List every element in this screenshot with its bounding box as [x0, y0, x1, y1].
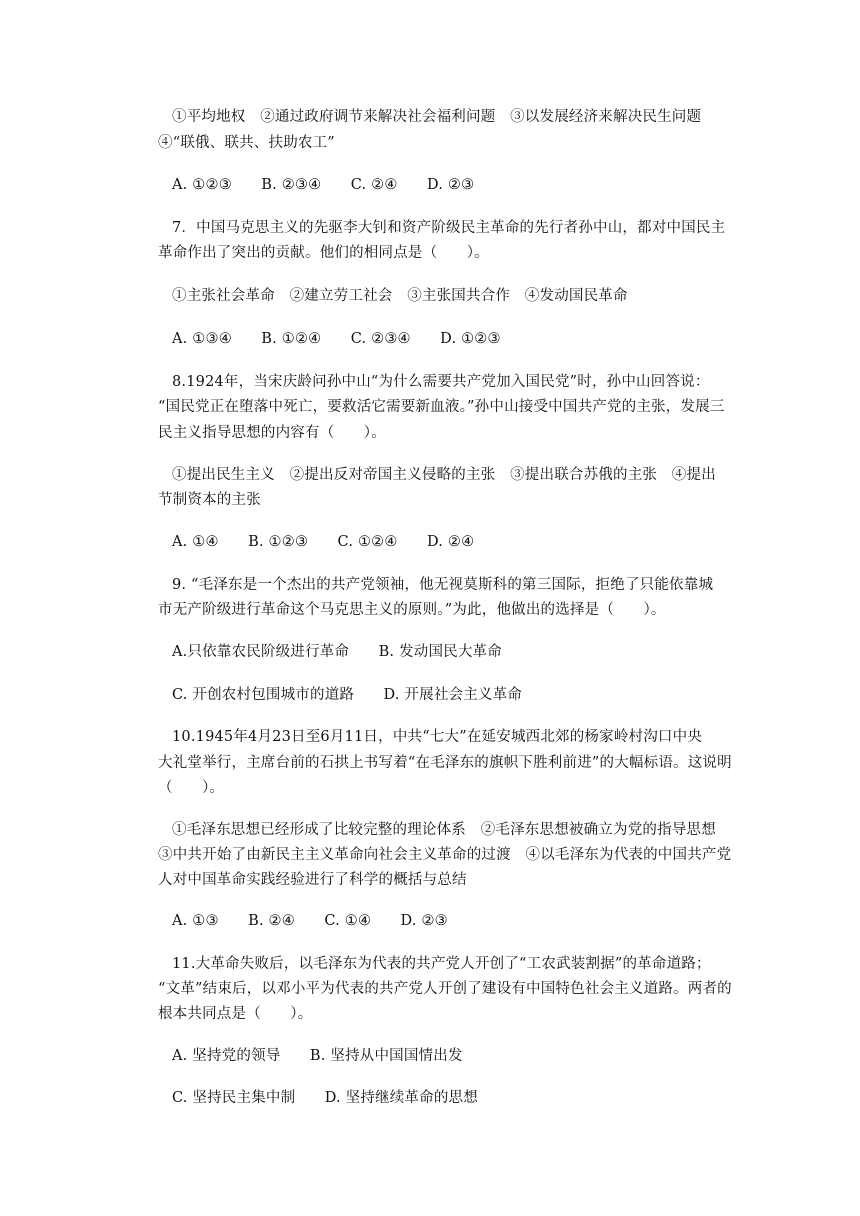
- q7-options: ①主张社会革命 ②建立劳工社会 ③主张国共合作 ④发动国民革命: [172, 288, 628, 304]
- q6-options-line1: ①平均地权 ②通过政府调节来解决社会福利问题 ③以发展经济来解决民生问题: [172, 109, 702, 125]
- q11-choices-line2: C. 坚持民主集中制 D. 坚持继续革命的思想: [172, 1090, 478, 1106]
- q10-options-line3: 人对中国革命实践经验进行了科学的概括与总结: [158, 872, 467, 888]
- q7-stem-line2: 革命作出了突出的贡献。他们的相同点是（ ）。: [158, 245, 489, 261]
- q7-choices: A. ①③④ B. ①②④ C. ②③④ D. ①②③: [172, 331, 501, 347]
- q10-stem-line2: 大礼堂举行，主席台前的石拱上书写着“在毛泽东的旗帜下胜利前进”的大幅标语。这说明: [158, 755, 732, 771]
- q9-stem-line1: 9. “毛泽东是一个杰出的共产党领袖，他无视莫斯科的第三国际，拒绝了只能依靠城: [172, 577, 714, 593]
- q11-stem-line1: 11.大革命失败后，以毛泽东为代表的共产党人开创了“工农武装割据”的革命道路；: [172, 956, 711, 972]
- q8-choices: A. ①④ B. ①②③ C. ①②④ D. ②④: [172, 534, 475, 550]
- q8-options-line2: 节制资本的主张: [158, 492, 261, 508]
- q9-choices-line1: A.只依靠农民阶级进行革命 B. 发动国民大革命: [172, 644, 502, 660]
- q7-stem-line1: 7．中国马克思主义的先驱李大钊和资产阶级民主革命的先行者孙中山，都对中国民主: [172, 220, 726, 236]
- q8-options-line1: ①提出民生主义 ②提出反对帝国主义侵略的主张 ③提出联合苏俄的主张 ④提出: [172, 467, 716, 483]
- q9-stem-line2: 市无产阶级进行革命这个马克思主义的原则。”为此，他做出的选择是（ ）。: [158, 602, 666, 618]
- q8-stem-line2: “国民党正在堕落中死亡，要救活它需要新血液。”孙中山接受中国共产党的主张，发展三: [158, 399, 725, 415]
- q10-stem-line1: 10.1945年4月23日至6月11日，中共“七大”在延安城西北郊的杨家岭村沟口中央: [172, 729, 703, 745]
- q11-choices-line1: A. 坚持党的领导 B. 坚持从中国国情出发: [172, 1048, 463, 1064]
- q9-choices-line2: C. 开创农村包围城市的道路 D. 开展社会主义革命: [172, 687, 523, 703]
- q11-stem-line3: 根本共同点是（ ）。: [158, 1006, 313, 1022]
- q10-choices: A. ①③ B. ②④ C. ①④ D. ②③: [172, 913, 448, 929]
- q6-options-line2: ④“联俄、联共、扶助农工”: [158, 135, 335, 151]
- q10-stem-line3: （ ）。: [158, 780, 225, 796]
- q11-stem-line2: “文革”结束后，以邓小平为代表的共产党人开创了建设有中国特色社会主义道路。两者的: [158, 981, 732, 997]
- q8-stem-line3: 民主义指导思想的内容有（ ）。: [158, 425, 386, 441]
- q8-stem-line1: 8.1924年，当宋庆龄问孙中山“为什么需要共产党加入国民党”时，孙中山回答说：: [172, 374, 710, 390]
- q6-choices: A. ①②③ B. ②③④ C. ②④ D. ②③: [172, 177, 475, 193]
- q10-options-line2: ③中共开始了由新民主主义革命向社会主义革命的过渡 ④以毛泽东为代表的中国共产党: [158, 847, 732, 863]
- q10-options-line1: ①毛泽东思想已经形成了比较完整的理论体系 ②毛泽东思想被确立为党的指导思想: [172, 822, 716, 838]
